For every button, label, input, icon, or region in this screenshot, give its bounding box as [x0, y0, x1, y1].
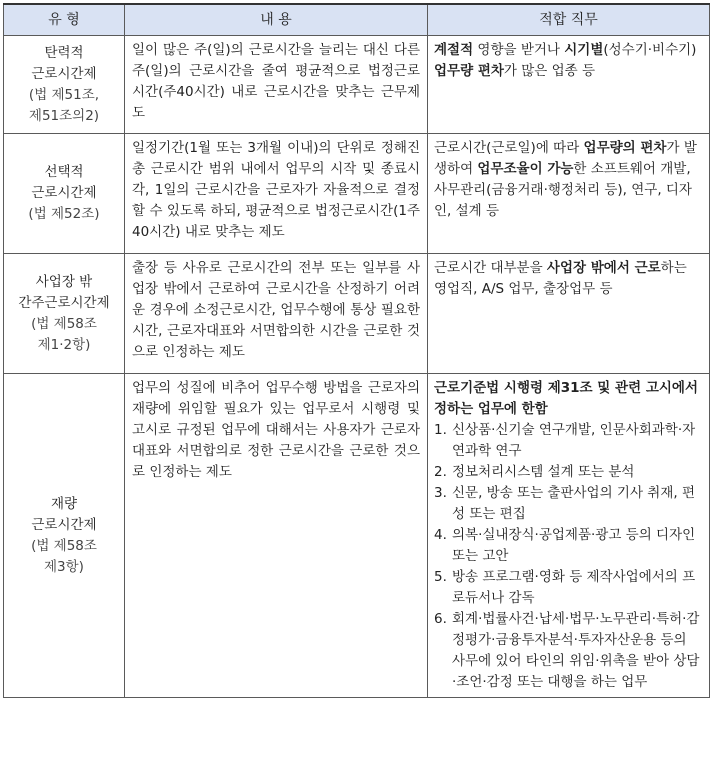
- list-item-number: 6.: [434, 611, 447, 627]
- type-law-line: 제1·2항): [37, 336, 91, 353]
- content-cell: [125, 134, 428, 254]
- type-law-line: 제3항): [44, 558, 84, 575]
- list-item: [434, 609, 703, 693]
- type-name-line: 근로시간제: [31, 516, 97, 533]
- job-heading: [434, 378, 703, 420]
- type-cell: [4, 134, 125, 254]
- table-row: [4, 36, 710, 134]
- header-jobs: 적합 직무: [428, 4, 710, 36]
- list-item: [434, 420, 703, 462]
- list-item-text: 방송 프로그램·영화 등 제작사업에서의 프로듀서나 감독: [452, 569, 696, 606]
- job-text-segment: 시기별: [564, 42, 604, 58]
- type-name-line: 간주근로시간제: [18, 294, 110, 311]
- table-row: [4, 134, 710, 254]
- list-item: [434, 567, 703, 609]
- job-text-segment: 업무조율이 가능: [477, 161, 574, 177]
- type-name-line: 근로시간제: [31, 185, 97, 201]
- type-name-line: 근로시간제: [31, 65, 97, 82]
- type-law-line: (법 제58조: [31, 315, 97, 332]
- list-item-number: 4.: [434, 527, 447, 543]
- header-content: 내 용: [125, 4, 428, 36]
- job-text-segment: 사업장 밖에서 근로: [546, 260, 661, 276]
- work-hour-system-table: [3, 3, 710, 698]
- duty-list: [434, 420, 703, 693]
- job-text-segment: 가 발생하여: [434, 140, 697, 177]
- type-law-line: (법 제52조): [28, 206, 100, 222]
- content-text: 출장 등 사유로 근로시간의 전부 또는 일부를 사업장 밖에서 근로하여 근로시간을 산정하기 어려운 경우에 소정근로시간, 업무수행에 통상 필요한 시간, 근로자대표와 서면합의한 시간을 근로한 것으로 인정하는 제도: [132, 260, 420, 360]
- table-row: [4, 254, 710, 374]
- job-text-segment: 근로시간(근로일)에 따라: [434, 140, 584, 156]
- table-row: [4, 374, 710, 698]
- job-text: [434, 40, 703, 82]
- content-cell: [125, 374, 428, 698]
- job-cell: [428, 374, 710, 698]
- job-text-segment: 한 소프트웨어 개발, 사무관리(금융거래·행정처리 등), 연구, 디자인, 설계 등: [434, 161, 692, 219]
- job-text-segment: 가 많은 업종 등: [503, 63, 596, 79]
- list-item-number: 1.: [434, 422, 447, 438]
- type-law-line: (법 제58조: [31, 537, 97, 554]
- list-item-text: 회계·법률사건·납세·법무·노무관리·특허·감정평가·금융투자분석·투자자산운용 등의 사무에 있어 타인의 위임·위촉을 받아 상담·조언·감정 또는 대행을 하는 업무: [452, 611, 700, 690]
- type-name-line: 재량: [50, 495, 78, 512]
- job-cell: [428, 36, 710, 134]
- type-name-line: 탄력적: [44, 44, 84, 61]
- job-text-segment: 영향을 받거나: [473, 42, 565, 58]
- list-item-number: 5.: [434, 569, 447, 585]
- job-text-segment: (성수기·비수기): [603, 42, 697, 58]
- job-text-segment: 업무량의 편차: [583, 140, 667, 156]
- content-cell: [125, 254, 428, 374]
- list-item-text: 신문, 방송 또는 출판사업의 기사 취재, 편성 또는 편집: [452, 485, 695, 522]
- type-name-line: 선택적: [44, 164, 84, 180]
- list-item-text: 신상품·신기술 연구개발, 인문사회과학·자연과학 연구: [452, 422, 696, 459]
- content-text: 업무의 성질에 비추어 업무수행 방법을 근로자의 재량에 위임할 필요가 있는 업무로서 시행령 및 고시로 규정된 업무에 대해서는 사용자가 근로자대표와 서면합의로 정한 근로시간을 근로한 것으로 인정하는 제도: [132, 380, 420, 480]
- type-cell: [4, 374, 125, 698]
- job-text-segment: 근로시간 대부분을: [434, 260, 547, 276]
- list-item-number: 3.: [434, 485, 447, 501]
- job-cell: [428, 134, 710, 254]
- type-cell: [4, 36, 125, 134]
- type-cell: [4, 254, 125, 374]
- content-text: 일정기간(1월 또는 3개월 이내)의 단위로 정해진 총 근로시간 범위 내에서 업무의 시작 및 종료시각, 1일의 근로시간을 근로자가 자율적으로 결정할 수 있도록 하되, 평균적으로 법정근로시간(1주 40시간) 내로 맞추는 제도: [132, 140, 420, 240]
- list-item-number: 2.: [434, 464, 447, 480]
- table-header-row: [4, 4, 710, 36]
- list-item: [434, 483, 703, 525]
- job-text: [434, 258, 703, 300]
- job-heading-text: 근로기준법 시행령 제31조 및 관련 고시에서 정하는 업무에 한함: [434, 380, 698, 417]
- list-item-text: 정보처리시스템 설계 또는 분석: [452, 464, 635, 480]
- type-law-line: (법 제51조,: [28, 86, 100, 103]
- type-name-line: 사업장 밖: [35, 273, 93, 290]
- job-text: [434, 138, 703, 222]
- job-text-segment: 계절적: [434, 42, 474, 58]
- list-item-text: 의복·실내장식·공업제품·광고 등의 디자인 또는 고안: [452, 527, 696, 564]
- job-text-segment: 업무량 편차: [434, 63, 504, 79]
- job-cell: [428, 254, 710, 374]
- type-law-line: 제51조의2): [28, 107, 100, 124]
- list-item: [434, 462, 703, 483]
- header-type: 유 형: [4, 4, 125, 36]
- list-item: [434, 525, 703, 567]
- content-cell: [125, 36, 428, 134]
- job-text-segment: 하는 영업직, A/S 업무, 출장업무 등: [434, 260, 687, 297]
- content-text: 일이 많은 주(일)의 근로시간을 늘리는 대신 다른 주(일)의 근로시간을 줄여 평균적으로 법정근로시간(주40시간) 내로 근로시간을 맞추는 근무제도: [132, 42, 420, 121]
